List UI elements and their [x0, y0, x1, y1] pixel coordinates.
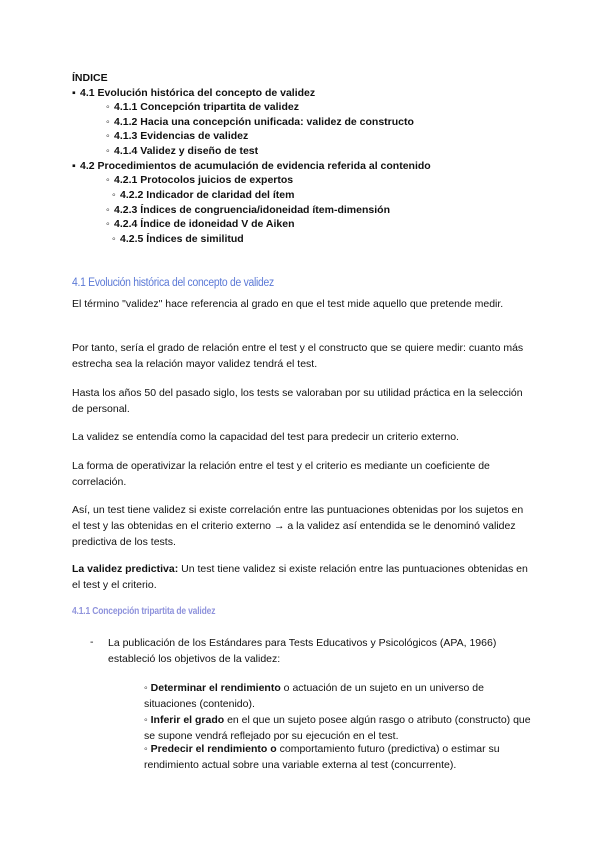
objective-text: en el que un sujeto posee algún rasgo o atributo (constructo) que se supone vendrá reflejado por su ejecución en el test.: [144, 714, 531, 742]
toc-item-label: 4.1.1 Concepción tripartita de validez: [114, 101, 299, 113]
toc-item-label: 4.1.3 Evidencias de validez: [114, 130, 249, 142]
toc-item[interactable]: [112, 233, 244, 246]
paragraph: Por tanto, sería el grado de relación entre el test y el constructo que se quiere medir: cuanto más estrecha sea la relación mayor validez tendrá el test.: [72, 342, 524, 370]
objective-item: [144, 741, 534, 773]
circle-bullet-icon: ◦: [106, 174, 110, 186]
toc-item-label: 4.2 Procedimientos de acumulación de evidencia referida al contenido: [80, 160, 431, 172]
toc-item[interactable]: [106, 204, 390, 217]
objective-term: Predecir el rendimiento o: [150, 743, 277, 755]
circle-bullet-icon: ◦: [112, 233, 116, 245]
toc-item-label: 4.2.2 Indicador de claridad del ítem: [120, 189, 295, 201]
objective-text: comportamiento futuro (predictiva) o estimar su rendimiento actual sobre una variable externa al test (concurrente).: [144, 743, 500, 771]
paragraph: Hasta los años 50 del pasado siglo, los tests se valoraban por su utilidad práctica en la selección de personal.: [72, 387, 523, 415]
toc-item-label: 4.1.4 Validez y diseño de test: [114, 145, 259, 157]
subsection-heading: 4.1.1 Concepción tripartita de validez: [72, 606, 216, 617]
toc-item[interactable]: [106, 174, 293, 187]
toc-item-label: 4.2.4 Índice de idoneidad V de Aiken: [114, 218, 295, 230]
circle-bullet-icon: ◦: [144, 714, 151, 726]
circle-bullet-icon: ◦: [144, 682, 151, 694]
circle-bullet-icon: ◦: [106, 204, 110, 216]
toc-item[interactable]: [106, 130, 248, 143]
toc-item-label: 4.2.1 Protocolos juicios de expertos: [114, 174, 294, 186]
paragraph: Así, un test tiene validez si existe correlación entre las puntuaciones obtenidas por los sujetos en el test y las obtenidas en el criterio externo → a la validez así entendida se le denominó validez predictiva de los tests.: [72, 504, 524, 548]
circle-bullet-icon: ◦: [106, 116, 110, 128]
bold-term: La validez predictiva:: [72, 563, 179, 575]
paragraph: El término "validez" hace referencia al grado en que el test mide aquello que pretende medir.: [72, 298, 504, 310]
circle-bullet-icon: ◦: [112, 189, 116, 201]
toc-title: ÍNDICE: [72, 72, 108, 84]
dash-bullet-icon: -: [90, 636, 94, 648]
objective-term: Determinar el rendimiento: [150, 682, 281, 694]
paragraph: La validez se entendía como la capacidad del test para predecir un criterio externo.: [72, 431, 459, 443]
objective-text: o actuación de un sujeto en un universo de situaciones (contenido).: [144, 682, 484, 710]
objective-item: [144, 680, 534, 712]
paragraph: [72, 561, 532, 593]
objective-term: Inferir el grado: [150, 714, 225, 726]
definition-text: Un test tiene validez si existe relación entre las puntuaciones obtenidas en el test y el criterio.: [72, 563, 528, 591]
toc-item[interactable]: [72, 87, 315, 100]
toc-item-label: 4.1.2 Hacia una concepción unificada: validez de constructo: [114, 116, 414, 128]
square-bullet-icon: ▪: [72, 87, 76, 99]
toc-item[interactable]: [72, 160, 431, 173]
toc-item[interactable]: [106, 218, 295, 231]
circle-bullet-icon: ◦: [106, 101, 110, 113]
circle-bullet-icon: ◦: [106, 218, 110, 230]
toc-item-label: 4.2.3 Índices de congruencia/idoneidad ítem-dimensión: [114, 204, 390, 216]
toc-item[interactable]: [106, 145, 258, 158]
toc-item[interactable]: [112, 189, 294, 202]
paragraph: La forma de operativizar la relación entre el test y el criterio es mediante un coeficiente de correlación.: [72, 460, 490, 488]
square-bullet-icon: ▪: [72, 160, 76, 172]
circle-bullet-icon: ◦: [106, 130, 110, 142]
toc-item-label: 4.2.5 Índices de similitud: [120, 233, 244, 245]
toc-item[interactable]: [106, 116, 414, 129]
circle-bullet-icon: ◦: [144, 743, 151, 755]
circle-bullet-icon: ◦: [106, 145, 110, 157]
toc-item[interactable]: [106, 101, 299, 114]
objective-item: [144, 712, 534, 744]
toc-item-label: 4.1 Evolución histórica del concepto de validez: [80, 87, 316, 99]
list-item: La publicación de los Estándares para Tests Educativos y Psicológicos (APA, 1966) estableció los objetivos de la validez:: [108, 637, 497, 665]
section-heading: 4.1 Evolución histórica del concepto de validez: [72, 277, 274, 289]
